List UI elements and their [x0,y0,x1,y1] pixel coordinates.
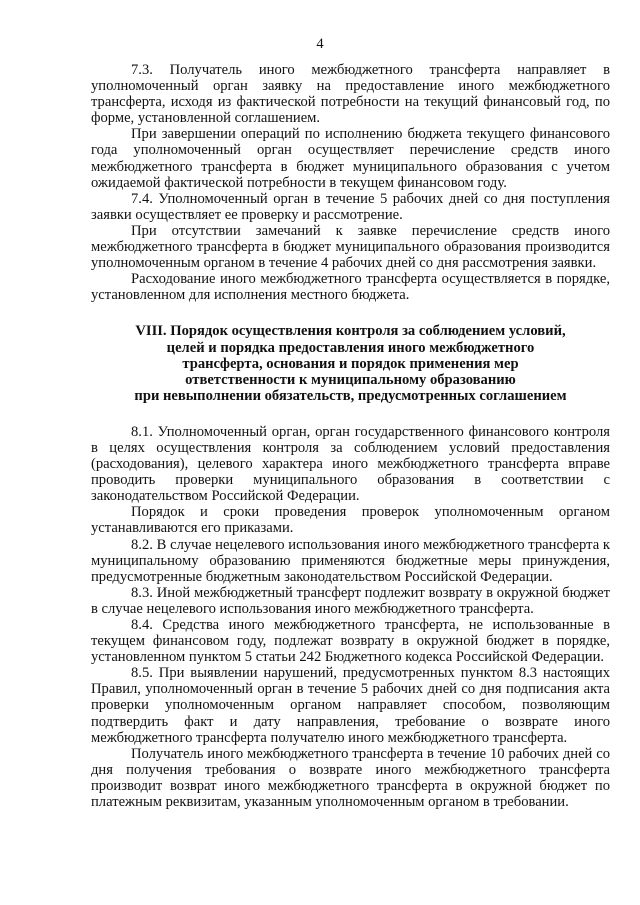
document-body [91,62,610,810]
paragraph-8-4: 8.4. Средства иного межбюджетного трансферта, не использованные в текущем финансовом году, подлежат возврату в окружной бюджет в порядке, установленном пунктом 5 статьи 242 Бюджетного кодекса Российской Федерации. [91,617,610,666]
paragraph-8-5-refund: Получатель иного межбюджетного трансферта в течение 10 рабочих дней со дня получения требования о возврате иного межбюджетного трансферта производит возврат иного межбюджетного трансферта в окружной бюджет по платежным реквизитам, указанным уполномоченным органом в требовании. [91,745,610,811]
paragraph-8-1-inspections: Порядок и сроки проведения проверок уполномоченным органом устанавливаются его приказами. [91,504,610,537]
paragraph-8-1: 8.1. Уполномоченный орган, орган государственного финансового контроля в целях осуществления контроля за соблюдением условий предоставления (расходования), целевого характера иного межбюджетного трансферта вправе проводить проверки муниципального образования в соответствии с законодательством Российской Федерации. [91,423,610,505]
paragraph-7-4-spending: Расходование иного межбюджетного трансферта осуществляется в порядке, установленном для исполнения местного бюджета. [91,271,610,304]
paragraph-7-4: 7.4. Уполномоченный орган в течение 5 рабочих дней со дня поступления заявки осуществляет ее проверку и рассмотрение. [91,190,610,223]
heading-line: целей и порядка предоставления иного межбюджетного [166,339,535,356]
heading-line: при невыполнении обязательств, предусмотренных соглашением [134,387,567,404]
section-heading-viii [91,323,610,403]
heading-line: трансферта, основания и порядок применения мер [182,355,519,372]
paragraph-7-3: 7.3. Получатель иного межбюджетного трансферта направляет в уполномоченный орган заявку на предоставление иного межбюджетного трансферта, исходя из фактической потребности на текущий финансовый год, по форме, установленной соглашением. [91,62,610,127]
paragraph-8-3: 8.3. Иной межбюджетный трансферт подлежит возврату в окружной бюджет в случае нецелевого использования иного межбюджетного трансферта. [91,584,610,617]
paragraph-7-3-transfer: При завершении операций по исполнению бюджета текущего финансового года уполномоченный орган осуществляет перечисление средств иного межбюджетного трансферта в бюджет муниципального образования с учетом ожидаемой фактической потребности в текущем финансовом году. [91,126,610,191]
heading-line: VIII. Порядок осуществления контроля за соблюдением условий, [135,323,566,340]
paragraph-8-5: 8.5. При выявлении нарушений, предусмотренных пунктом 8.3 настоящих Правил, уполномоченный орган в течение 5 рабочих дней со дня подписания акта проверки уполномоченным органом направляет способом, позволяющим подтвердить факт и дату направления, требование о возврате иного межбюджетного трансферта получателю иного межбюджетного трансферта. [91,665,610,746]
page-number: 4 [316,36,324,52]
paragraph-7-4-no-remarks: При отсутствии замечаний к заявке перечисление средств иного межбюджетного трансферта в бюджет муниципального образования производится уполномоченным органом в течение 4 рабочих дней со дня рассмотрения заявки. [91,222,610,272]
paragraph-8-2: 8.2. В случае нецелевого использования иного межбюджетного трансферта к муниципальному образованию применяются бюджетные меры принуждения, предусмотренные бюджетным законодательством Российской Федерации. [91,536,610,585]
heading-line: ответственности к муниципальному образованию [185,371,516,388]
